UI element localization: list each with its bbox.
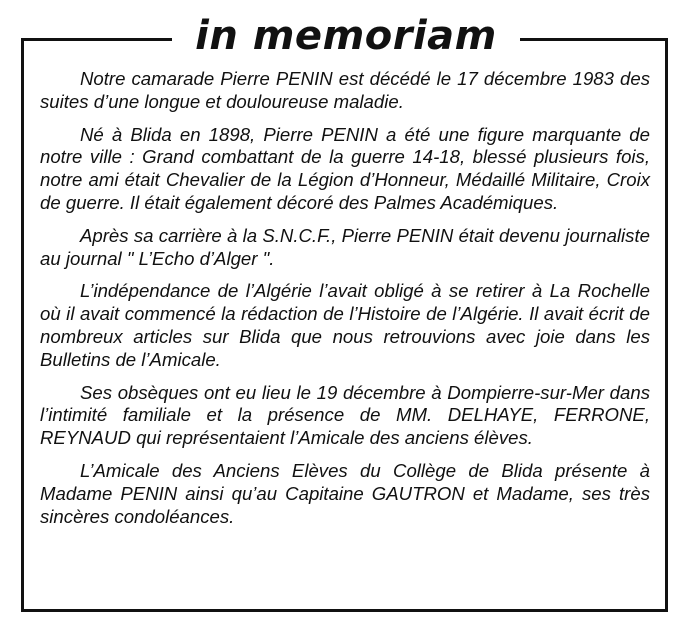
paragraph-death-notice: Notre camarade Pierre PENIN est décédé le 17 décembre 1983 des suites d’une longue et douloureuse maladie. — [40, 68, 650, 112]
paragraph-funeral: Ses obsèques ont eu lieu le 19 décembre à Dompierre-sur-Mer dans l’intimité familiale et la présence de MM. DELHAYE, FERRONE, REYNAUD qui représentaient l’Amicale des anciens élèves. — [40, 381, 650, 449]
page-title: in memoriam — [172, 6, 520, 68]
paragraph-career: Après sa carrière à la S.N.C.F., Pierre PENIN était devenu journaliste au journal " L’Echo d’Alger ". — [40, 224, 650, 269]
obituary-body — [40, 68, 650, 538]
paragraph-retirement: L’indépendance de l’Algérie l’avait obligé à se retirer à La Rochelle où il avait commencé la rédaction de l’Histoire de l’Algérie. Il avait écrit de nombreux articles sur Blida que nous retrouvions avec joie dans les Bulletins de l’Amicale. — [40, 280, 650, 370]
paragraph-biography: Né à Blida en 1898, Pierre PENIN a été une figure marquante de notre ville : Grand combattant de la guerre 14-18, blessé plusieurs fois, notre ami était Chevalier de la Légion d’Honneur, Médaillé Militaire, Croix de guerre. Il était également décoré des Palmes Académiques. — [40, 123, 650, 213]
paragraph-condolences: L’Amicale des Anciens Elèves du Collège de Blida présente à Madame PENIN ainsi qu’au Capitaine GAUTRON et Madame, ses très sincères condoléances. — [40, 459, 650, 527]
